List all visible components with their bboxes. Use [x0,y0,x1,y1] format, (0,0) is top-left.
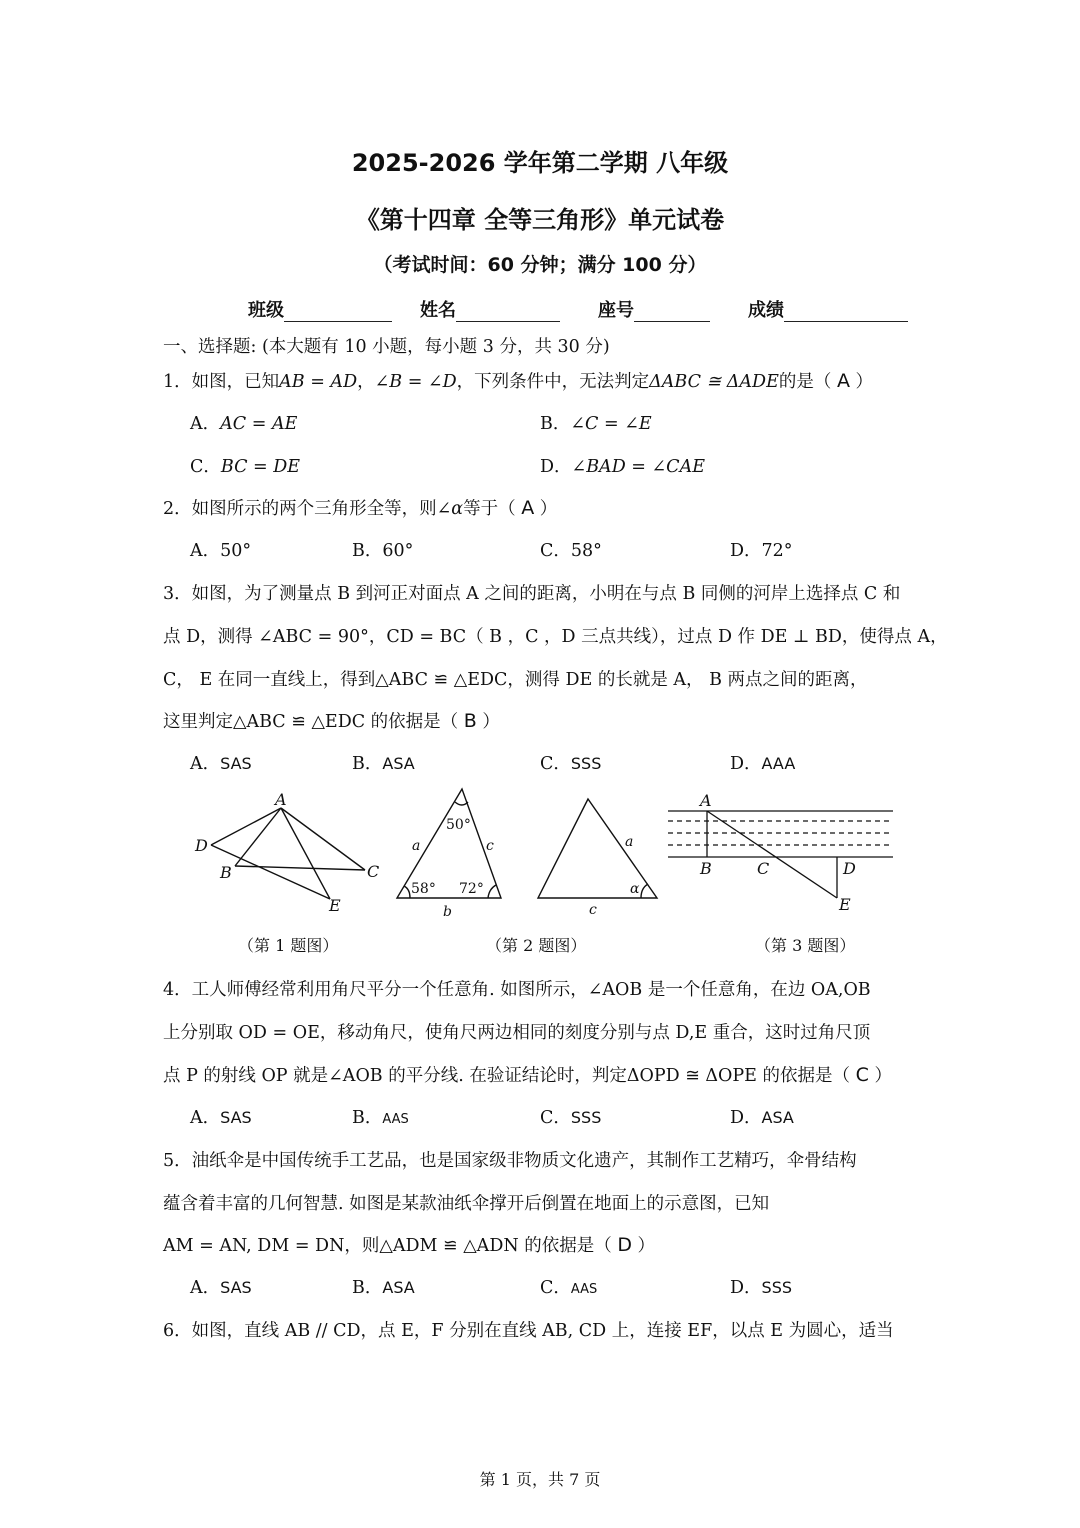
question-3-answer: B [463,710,477,732]
q4-option-c[interactable]: C．SSS [540,1108,602,1128]
q2-option-b[interactable]: B．60° [352,541,414,561]
fig3-label-d: D [843,859,856,878]
fig2a-label-58: 58° [411,881,436,897]
fig1-segment-ae [281,808,330,899]
figure-1-caption: （第 1 题图） [238,936,339,955]
fig2a-label-50: 50° [446,817,471,833]
q5-option-a[interactable]: A．SAS [190,1278,252,1298]
q1-option-c[interactable]: C．BC = DE [190,457,301,477]
q4-option-d[interactable]: D．ASA [730,1108,794,1128]
question-2-stem: 2．如图所示的两个三角形全等，则∠α等于（ A ） [163,497,558,519]
section1-heading: 一、选择题: (本大题有 10 小题，每小题 3 分，共 30 分) [163,337,610,357]
name-label: 姓名 [420,300,456,321]
figure-3 [668,811,893,898]
fig3-label-c: C [757,859,770,878]
exam-info: （考试时间：60 分钟；满分 100 分） [373,254,707,276]
fig1-segment-bc [235,866,365,870]
question-1-stem: 1．如图，已知AB = AD，∠B = ∠D，下列条件中，无法判定ΔABC ≅ ΔADE的是（ A ） [163,370,874,392]
question-6-line-1: 6．如图，直线 AB // CD，点 E，F 分别在直线 AB, CD 上，连接 EF，以点 E 为圆心，适当 [163,1321,894,1341]
q5-option-b[interactable]: B．ASA [352,1278,415,1298]
q1-option-b[interactable]: B．∠C = ∠E [540,414,652,434]
question-4-answer: C [855,1064,869,1086]
question-4-line-2: 上分别取 OD = OE，移动角尺，使角尺两边相同的刻度分别与点 D,E 重合，这时过角尺顶 [163,1023,871,1043]
fig1-label-d: D [195,836,208,855]
q2-option-c[interactable]: C．58° [540,541,602,561]
fig1-label-a: A [275,790,287,809]
q4-option-b[interactable]: B．AAS [352,1108,409,1128]
fig3-label-b: B [700,859,712,878]
fig2a-angle-right [488,885,496,898]
fig2a-label-b: b [443,904,452,920]
q4-option-a[interactable]: A．SAS [190,1108,252,1128]
fig3-label-a: A [700,791,712,810]
fig1-segment-ab [235,808,281,866]
figure-2-caption: （第 2 题图） [486,936,587,955]
fig2b-angle-alpha [641,884,648,898]
question-5-line-3: AM = AN, DM = DN，则△ADM ≌ △ADN 的依据是（ D ） [163,1234,656,1256]
page-footer: 第 1 页，共 7 页 [479,1470,601,1489]
question-4-line-1: 4．工人师傅经常利用角尺平分一个任意角. 如图所示，∠AOB 是一个任意角，在边 OA,OB [163,980,871,1000]
exam-title-chapter: 《第十四章 全等三角形》单元试卷 [355,206,725,234]
question-5-line-2: 蕴含着丰富的几何智慧. 如图是某款油纸伞撑开后倒置在地面上的示意图，已知 [163,1194,770,1214]
figure-1 [211,808,365,899]
fig2b-label-a: a [625,834,634,850]
question-5-line-1: 5．油纸伞是中国传统手工艺品，也是国家级非物质文化遗产，其制作工艺精巧，伞骨结构 [163,1151,857,1171]
figure-3-caption: （第 3 题图） [755,936,856,955]
fig2b-label-alpha: α [630,881,640,897]
q5-option-d[interactable]: D．SSS [730,1278,792,1298]
fig2a-label-72: 72° [459,881,484,897]
q1-option-d[interactable]: D．∠BAD = ∠CAE [540,457,705,477]
fig3-label-e: E [839,895,851,914]
fig2a-angle-left [404,886,410,898]
q3-option-a[interactable]: A．SAS [190,754,252,774]
class-label: 班级 [248,300,284,321]
question-3-line-4: 这里判定△ABC ≌ △EDC 的依据是（ B ） [163,710,500,732]
question-2-answer: A [521,497,535,519]
question-3-line-3: C， E 在同一直线上，得到△ABC ≌ △EDC，测得 DE 的长就是 A， B 两点之间的距离， [163,670,868,690]
exam-title-year: 2025-2026 学年第二学期 八年级 [351,149,729,177]
question-5-answer: D [617,1234,632,1256]
seat-label: 座号 [598,300,634,321]
question-3-line-1: 3．如图，为了测量点 B 到河正对面点 A 之间的距离，小明在与点 B 同侧的河岸上选择点 C 和 [163,584,901,604]
question-3-line-2: 点 D，测得 ∠ABC = 90°，CD = BC（ B ，C ，D 三点共线），过点 D 作 DE ⊥ BD，使得点 A， [163,627,948,647]
question-1-answer: A [836,370,850,392]
q1-option-a[interactable]: A．AC = AE [190,414,298,434]
q3-option-b[interactable]: B．ASA [352,754,415,774]
fig2a-label-a: a [412,838,421,854]
q5-option-c[interactable]: C．AAS [540,1278,598,1298]
fig1-label-e: E [329,896,341,915]
fig1-label-c: C [367,862,380,881]
fig1-segment-ad [211,808,281,845]
q3-option-d[interactable]: D．AAA [730,754,796,774]
fig1-label-b: B [220,863,232,882]
fig3-segment-ae [707,811,837,898]
q2-option-a[interactable]: A．50° [190,541,252,561]
question-4-line-3: 点 P 的射线 OP 就是∠AOB 的平分线. 在验证结论时，判定ΔOPD ≅ ΔOPE 的依据是（ C ） [163,1064,892,1086]
fig2a-angle-top [455,802,468,805]
fig2a-label-c: c [486,838,494,854]
fig1-segment-ac [281,808,365,870]
q2-option-d[interactable]: D．72° [730,541,793,561]
score-label: 成绩 [748,300,784,321]
fig2b-label-c: c [589,902,597,918]
q3-option-c[interactable]: C．SSS [540,754,602,774]
